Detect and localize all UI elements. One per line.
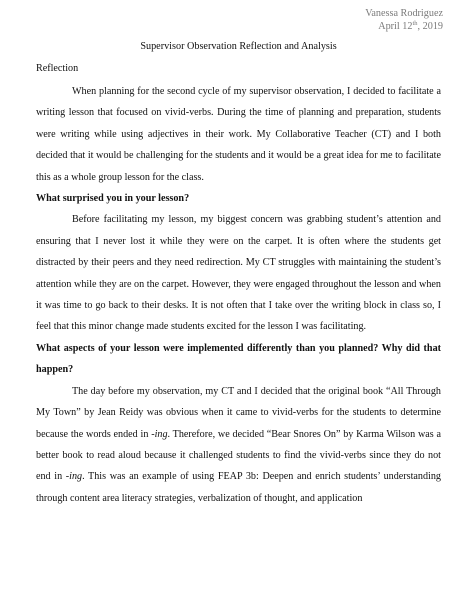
question-surprised: What surprised you in your lesson? xyxy=(36,193,190,205)
paragraph-implemented-answer xyxy=(36,381,441,509)
date-month-day: April 12 xyxy=(378,21,413,32)
paragraph-text-part: The day before my observation, my CT and I decided that the original book “All Through My Town” by Jean Reidy was obvious when it came to vivid-verbs for the students to determine because the words ended in xyxy=(36,385,441,440)
document-header xyxy=(36,7,443,33)
author-name: Vanessa Rodriguez xyxy=(365,8,443,19)
paragraph-surprised-answer: Before facilitating my lesson, my biggest concern was grabbing student’s attention and ensuring that I never lost it while they were on the carpet. It is often where the students get distracted by their peers and they need redirection. My CT struggles with maintaining the student’s attention while they are on the carpet. However, they were engaged throughout the lesson and when it was time to go back to their desks. It is not often that I take over the writing block in class so, I feel that this minor change made students excited for the lesson I was facilitating. xyxy=(36,214,441,333)
date-ordinal-suffix: th xyxy=(412,20,418,27)
italic-ing-suffix: -ing xyxy=(65,471,83,483)
question-implemented-differently: What aspects of your lesson were implemented differently than you planned? Why did that happen? xyxy=(36,342,441,376)
document-date xyxy=(36,20,443,33)
paragraph-text-part: . Therefore, we decided “Bear Snores On” by Karma Wilson was a better book to read aloud because it challenged students to find the vivid-verbs since they do not end in xyxy=(36,428,442,483)
paragraph-text-part: . This was an example of using FEAP 3b: Deepen and enrich students’ understanding through content area literacy strategies, verbalization of thought, and application xyxy=(36,471,441,504)
document-title: Supervisor Observation Reflection and Analysis xyxy=(140,41,337,52)
section-label-reflection: Reflection xyxy=(36,63,79,74)
italic-ing-suffix: -ing xyxy=(151,428,168,440)
paragraph-planning: When planning for the second cycle of my supervisor observation, I decided to facilitate a writing lesson that focused on vivid-verbs. During the time of planning and preparation, students were writing while using adjectives in their work. My Collaborative Teacher (CT) and I both decided that it would be challenging for the students and it would be a great idea for me to facilitate this as a whole group lesson for the class. xyxy=(36,86,441,183)
date-year: , 2019 xyxy=(417,21,443,32)
